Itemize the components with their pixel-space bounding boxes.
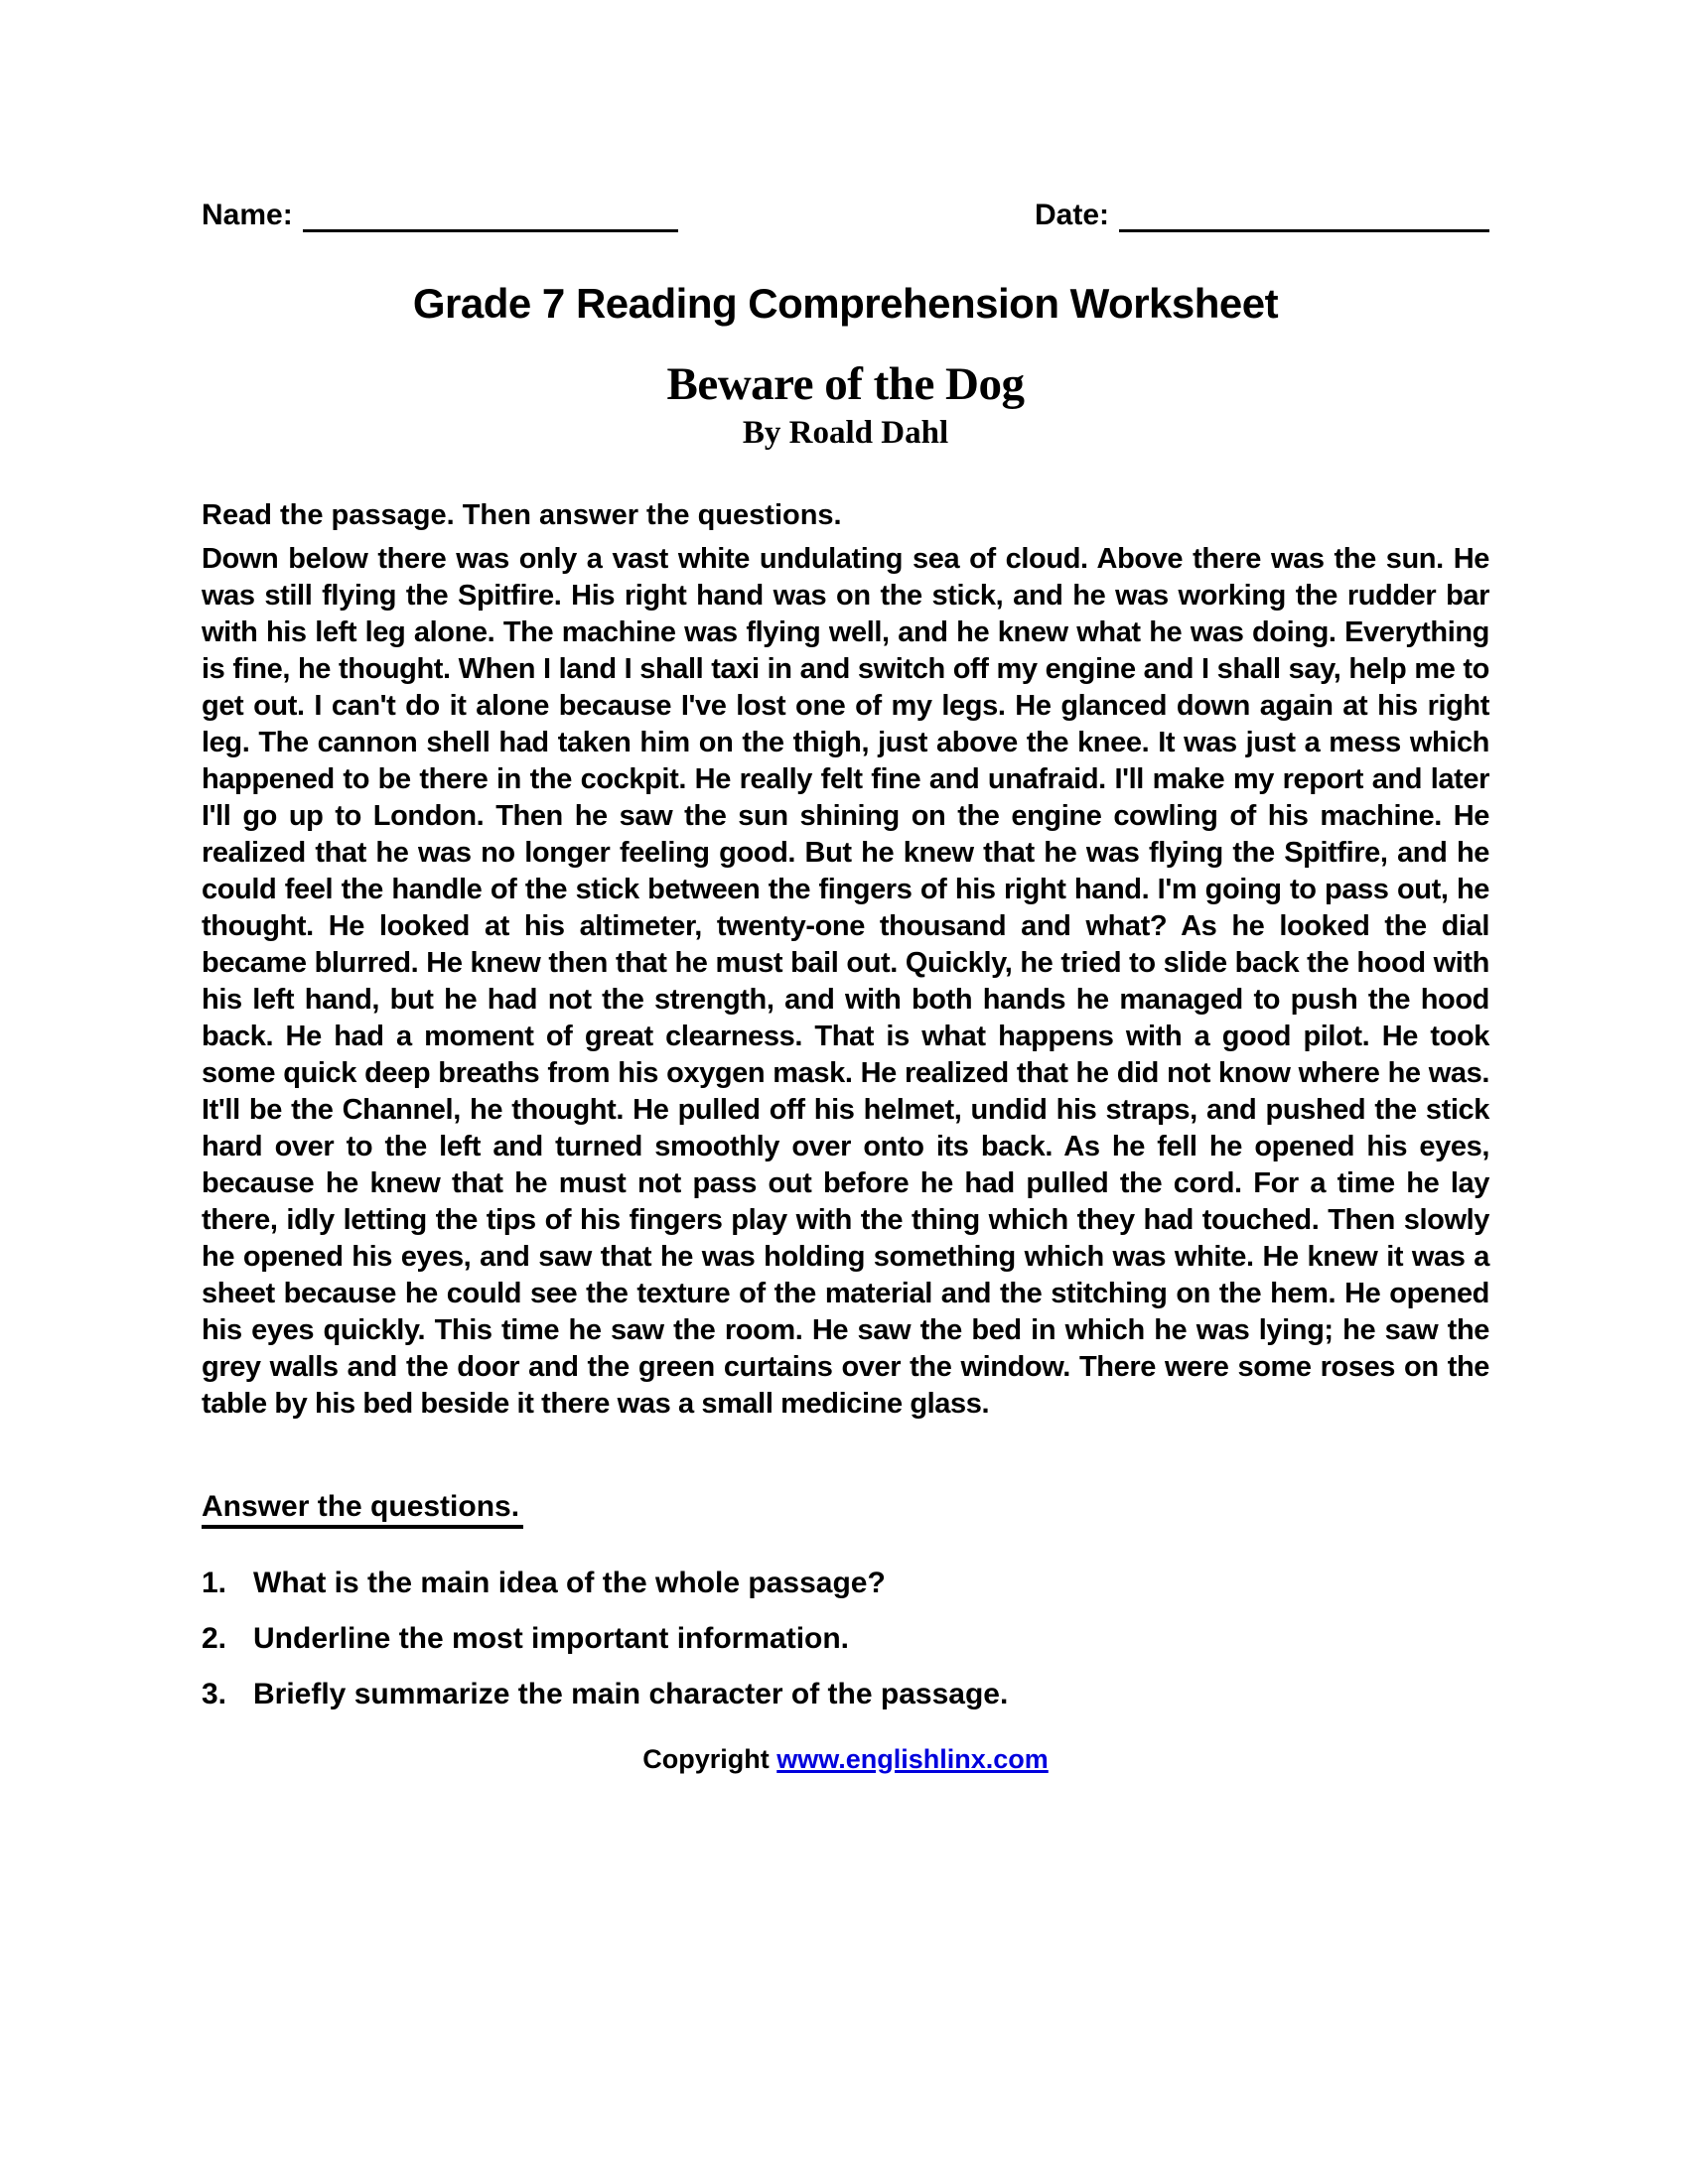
- question-item-2: [202, 1620, 1489, 1657]
- question-text: What is the main idea of the whole passage?: [253, 1567, 886, 1599]
- question-text: Underline the most important information.: [253, 1622, 850, 1655]
- question-number: 2.: [202, 1622, 227, 1655]
- copyright-label: Copyright: [642, 1744, 770, 1774]
- question-text: Briefly summarize the main character of the passage.: [253, 1678, 1009, 1710]
- date-field: [1035, 199, 1489, 232]
- name-blank-line: [303, 200, 678, 232]
- story-byline: By Roald Dahl: [742, 415, 949, 451]
- date-label: Date:: [1034, 199, 1109, 231]
- questions-list: [202, 1565, 1489, 1712]
- questions-heading: Answer the questions.: [202, 1488, 1489, 1525]
- date-blank-line: [1119, 200, 1489, 232]
- passage-instruction: Read the passage. Then answer the questions.: [202, 499, 842, 531]
- name-label: Name:: [202, 199, 293, 231]
- copyright-link[interactable]: www.englishlinx.com: [776, 1744, 1049, 1774]
- question-item-3: [202, 1676, 1489, 1712]
- story-title: Beware of the Dog: [666, 358, 1025, 410]
- question-number: 3.: [202, 1678, 227, 1710]
- name-field: [202, 199, 678, 232]
- question-number: 1.: [202, 1567, 227, 1599]
- worksheet-title: Grade 7 Reading Comprehension Worksheet: [412, 280, 1279, 327]
- question-item-1: [202, 1565, 1489, 1601]
- copyright-line: [202, 1744, 1489, 1775]
- passage-text: Down below there was only a vast white undulating sea of cloud. Above there was the sun. He was still flying the Spitfire. His right hand was on the stick, and he was working the rudder bar with his left leg alone. The machine was flying well, and he knew what he was doing. Everything is fine, he thought. When I land I shall taxi in and switch off my engine and I shall say, help me to get out. I can't do it alone because I've lost one of my legs. He glanced down again at his right leg. The cannon shell had taken him on the thigh, just above the knee. It was just a mess which happened to be there in the cockpit. He really felt fine and unafraid. I'll make my report and later I'll go up to London. Then he saw the sun shining on the engine cowling of his machine. He realized that he was no longer feeling good. But he knew that he was flying the Spitfire, and he could feel the handle of the stick between the fingers of his right hand. I'm going to pass out, he thought. He looked at his altimeter, twenty-one thousand and what? As he looked the dial became blurred. He knew then that he must bail out. Quickly, he tried to slide back the hood with his left hand, but he had not the strength, and with both hands he managed to push the hood back. He had a moment of great clearness. That is what happens with a good pilot. He took some quick deep breaths from his oxygen mask. He realized that he did not know where he was. It'll be the Channel, he thought. He pulled off his helmet, undid his straps, and pushed the stick hard over to the left and turned smoothly over onto its back. As he fell he opened his eyes, because he knew that he must not pass out before he had pulled the cord. For a time he lay there, idly letting the tips of his fingers play with the thing which they had touched. Then slowly he opened his eyes, and saw that he was holding something which was white. He knew it was a sheet because he could see the texture of the material and the stitching on the hem. He opened his eyes quickly. This time he saw the room. He saw the bed in which he was lying; he saw the grey walls and the door and the green curtains over the window. There were some roses on the table by his bed beside it there was a small medicine glass.: [202, 543, 1489, 1420]
- header-fields-row: [202, 199, 1489, 232]
